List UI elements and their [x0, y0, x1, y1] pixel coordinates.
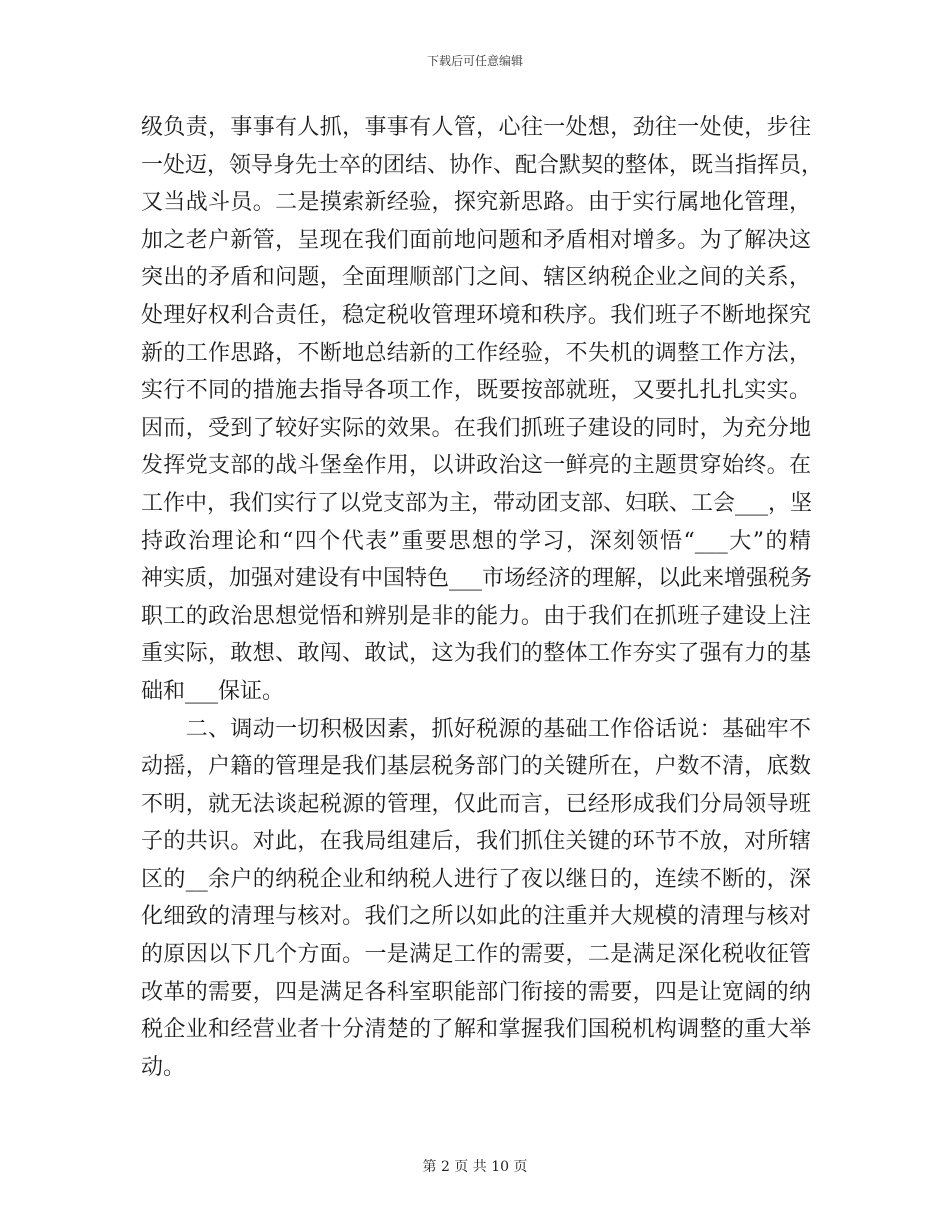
page-header-note: 下载后可任意编辑 [426, 54, 523, 68]
text-line: 级负责，事事有人抓，事事有人管，心往一处想，劲往一处使，步往 [141, 115, 811, 140]
text-line: 一处迈，领导身先士卒的团结、协作、配合默契的整体，既当指挥员， [141, 152, 824, 178]
text-line: 化细致的清理与核对。我们之所以如此的注重并大规模的清理与核对 [141, 904, 811, 930]
text-line: 区的__余户的纳税企业和纳税人进行了夜以继日的，连续不断的，深 [141, 866, 811, 892]
text-line: 突出的矛盾和问题，全面理顺部门之间、辖区纳税企业之间的关系， [141, 265, 811, 291]
text-line: 因而，受到了较好实际的效果。在我们抓班子建设的同时，为充分地 [141, 415, 811, 441]
page-number: 第 2 页 共 10 页 [422, 1159, 528, 1175]
text-line: 加之老户新管，呈现在我们面前地问题和矛盾相对增多。为了解决这 [141, 227, 811, 253]
text-line: 重实际，敢想、敢闯、敢试，这为我们的整体工作夯实了强有力的基 [141, 641, 811, 667]
text-line: 税企业和经营业者十分清楚的了解和掌握我们国税机构调整的重大举 [141, 1017, 811, 1043]
text-line: 神实质，加强对建设有中国特色___市场经济的理解，以此来增强税务 [141, 566, 813, 592]
text-line: 工作中，我们实行了以党支部为主，带动团支部、妇联、工会___，坚 [141, 490, 813, 516]
text-line: 础和___保证。 [141, 678, 285, 704]
text-line: 子的共识。对此，在我局组建后，我们抓住关键的环节不放，对所辖 [141, 829, 811, 855]
text-line: 的原因以下几个方面。一是满足工作的需要，二是满足深化税收征管 [141, 942, 811, 968]
document-body [141, 109, 824, 1086]
text-line: 发挥党支部的战斗堡垒作用，以讲政治这一鲜亮的主题贯穿始终。在 [141, 453, 811, 479]
text-line: 动摇，户籍的管理是我们基层税务部门的关键所在，户数不清，底数 [141, 754, 811, 780]
text-line: 处理好权利合责任，稳定税收管理环境和秩序。我们班子不断地探究 [141, 302, 811, 328]
text-line: 改革的需要，四是满足各科室职能部门衔接的需要，四是让宽阔的纳 [141, 979, 811, 1005]
text-line: 职工的政治思想觉悟和辨别是非的能力。由于我们在抓班子建设上注 [141, 603, 811, 629]
text-line: 不明，就无法谈起税源的管理，仅此而言，已经形成我们分局领导班 [141, 791, 811, 817]
text-line: 二、调动一切积极因素，抓好税源的基础工作俗话说：基础牢不 [141, 716, 811, 742]
text-line: 持政治理论和“四个代表”重要思想的学习，深刻领悟“___大”的精 [141, 528, 811, 554]
text-line: 实行不同的措施去指导各项工作，既要按部就班，又要扎扎扎实实。 [141, 378, 811, 404]
text-line: 又当战斗员。二是摸索新经验，探究新思路。由于实行属地化管理， [141, 190, 811, 216]
text-line: 动。 [141, 1054, 186, 1080]
text-line: 新的工作思路，不断地总结新的工作经验，不失机的调整工作方法， [141, 340, 811, 366]
